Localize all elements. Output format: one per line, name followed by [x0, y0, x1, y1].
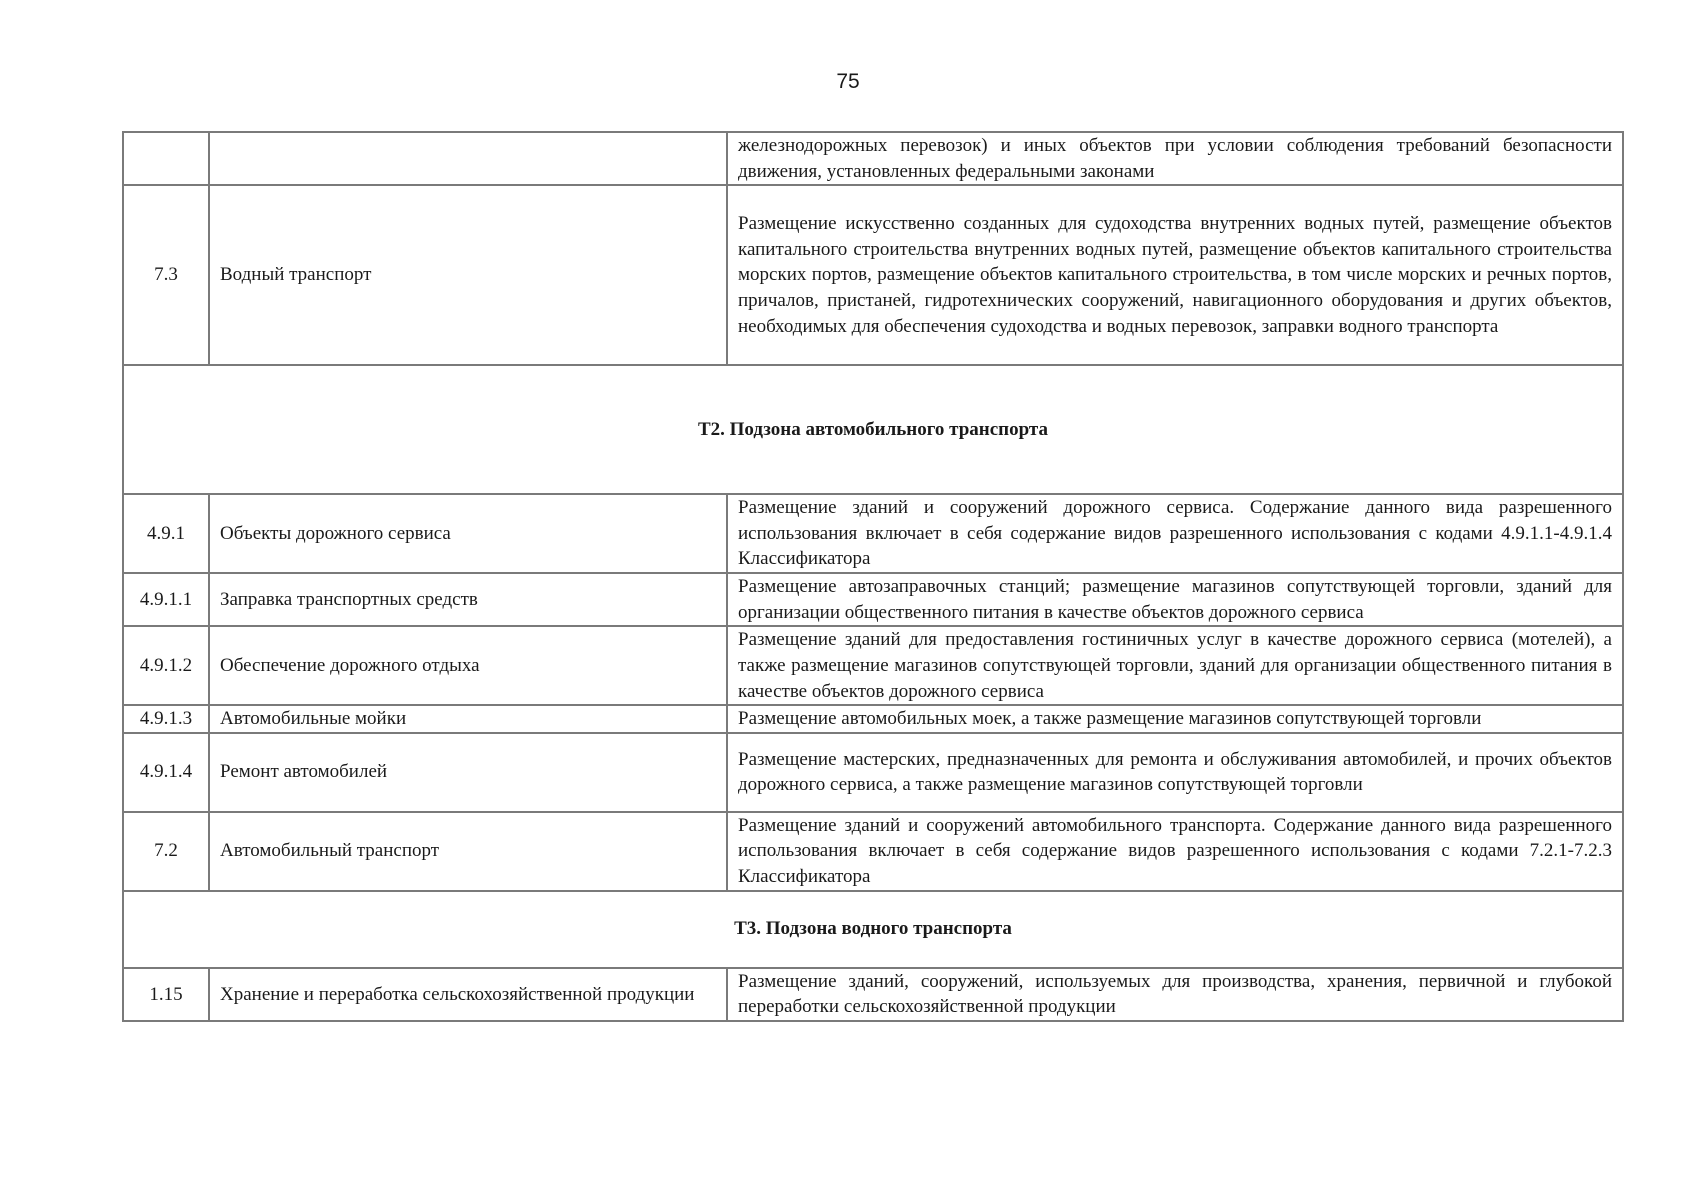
row-description: Размещение автомобильных моек, а также размещение магазинов сопутствующей торговли [727, 705, 1623, 733]
row-code: 4.9.1.2 [123, 626, 209, 705]
row-description: железнодорожных перевозок) и иных объектов при условии соблюдения требований безопасности движения, установленных федеральными законами [727, 132, 1623, 185]
row-description: Размещение зданий для предоставления гостиничных услуг в качестве дорожного сервиса (мотелей), а также размещение магазинов сопутствующей торговли, зданий для организации общественного питания в качестве объектов дорожного сервиса [727, 626, 1623, 705]
section-row [123, 891, 1623, 968]
row-name [209, 132, 727, 185]
row-code: 4.9.1.3 [123, 705, 209, 733]
row-name: Обеспечение дорожного отдыха [209, 626, 727, 705]
table-row [123, 812, 1623, 891]
row-name: Автомобильный транспорт [209, 812, 727, 891]
row-code: 1.15 [123, 968, 209, 1021]
land-use-table [122, 131, 1624, 1022]
row-code: 4.9.1.1 [123, 573, 209, 626]
table-row [123, 185, 1623, 365]
row-name: Автомобильные мойки [209, 705, 727, 733]
row-description: Размещение зданий, сооружений, используемых для производства, хранения, первичной и глубокой переработки сельскохозяйственной продукции [727, 968, 1623, 1021]
row-description: Размещение мастерских, предназначенных для ремонта и обслуживания автомобилей, и прочих объектов дорожного сервиса, а также размещение магазинов сопутствующей торговли [727, 733, 1623, 812]
row-description: Размещение зданий и сооружений дорожного сервиса. Содержание данного вида разрешенного использования включает в себя содержание видов разрешенного использования с кодами 4.9.1.1-4.9.1.4 Классификатора [727, 494, 1623, 573]
section-row [123, 365, 1623, 494]
table-row [123, 494, 1623, 573]
table-row [123, 626, 1623, 705]
row-name: Ремонт автомобилей [209, 733, 727, 812]
row-name: Объекты дорожного сервиса [209, 494, 727, 573]
row-name: Заправка транспортных средств [209, 573, 727, 626]
row-description: Размещение зданий и сооружений автомобильного транспорта. Содержание данного вида разрешенного использования включает в себя содержание видов разрешенного использования с кодами 7.2.1-7.2.3 Классификатора [727, 812, 1623, 891]
section-heading: Т2. Подзона автомобильного транспорта [123, 365, 1623, 494]
table-row [123, 573, 1623, 626]
table-row [123, 705, 1623, 733]
row-name: Хранение и переработка сельскохозяйственной продукции [209, 968, 727, 1021]
row-code [123, 132, 209, 185]
row-code: 7.3 [123, 185, 209, 365]
row-code: 4.9.1 [123, 494, 209, 573]
table-row [123, 968, 1623, 1021]
row-name: Водный транспорт [209, 185, 727, 365]
table-row [123, 132, 1623, 185]
table-row [123, 733, 1623, 812]
row-code: 4.9.1.4 [123, 733, 209, 812]
row-description: Размещение автозаправочных станций; размещение магазинов сопутствующей торговли, зданий для организации общественного питания в качестве объектов дорожного сервиса [727, 573, 1623, 626]
row-code: 7.2 [123, 812, 209, 891]
page-number: 75 [836, 70, 860, 93]
row-description: Размещение искусственно созданных для судоходства внутренних водных путей, размещение объектов капитального строительства внутренних водных путей, размещение объектов капитального строительства морских портов, размещение объектов капитального строительства, в том числе морских и речных портов, причалов, пристаней, гидротехнических сооружений, навигационного оборудования и других объектов, необходимых для обеспечения судоходства и водных перевозок, заправки водного транспорта [727, 185, 1623, 365]
section-heading: Т3. Подзона водного транспорта [123, 891, 1623, 968]
